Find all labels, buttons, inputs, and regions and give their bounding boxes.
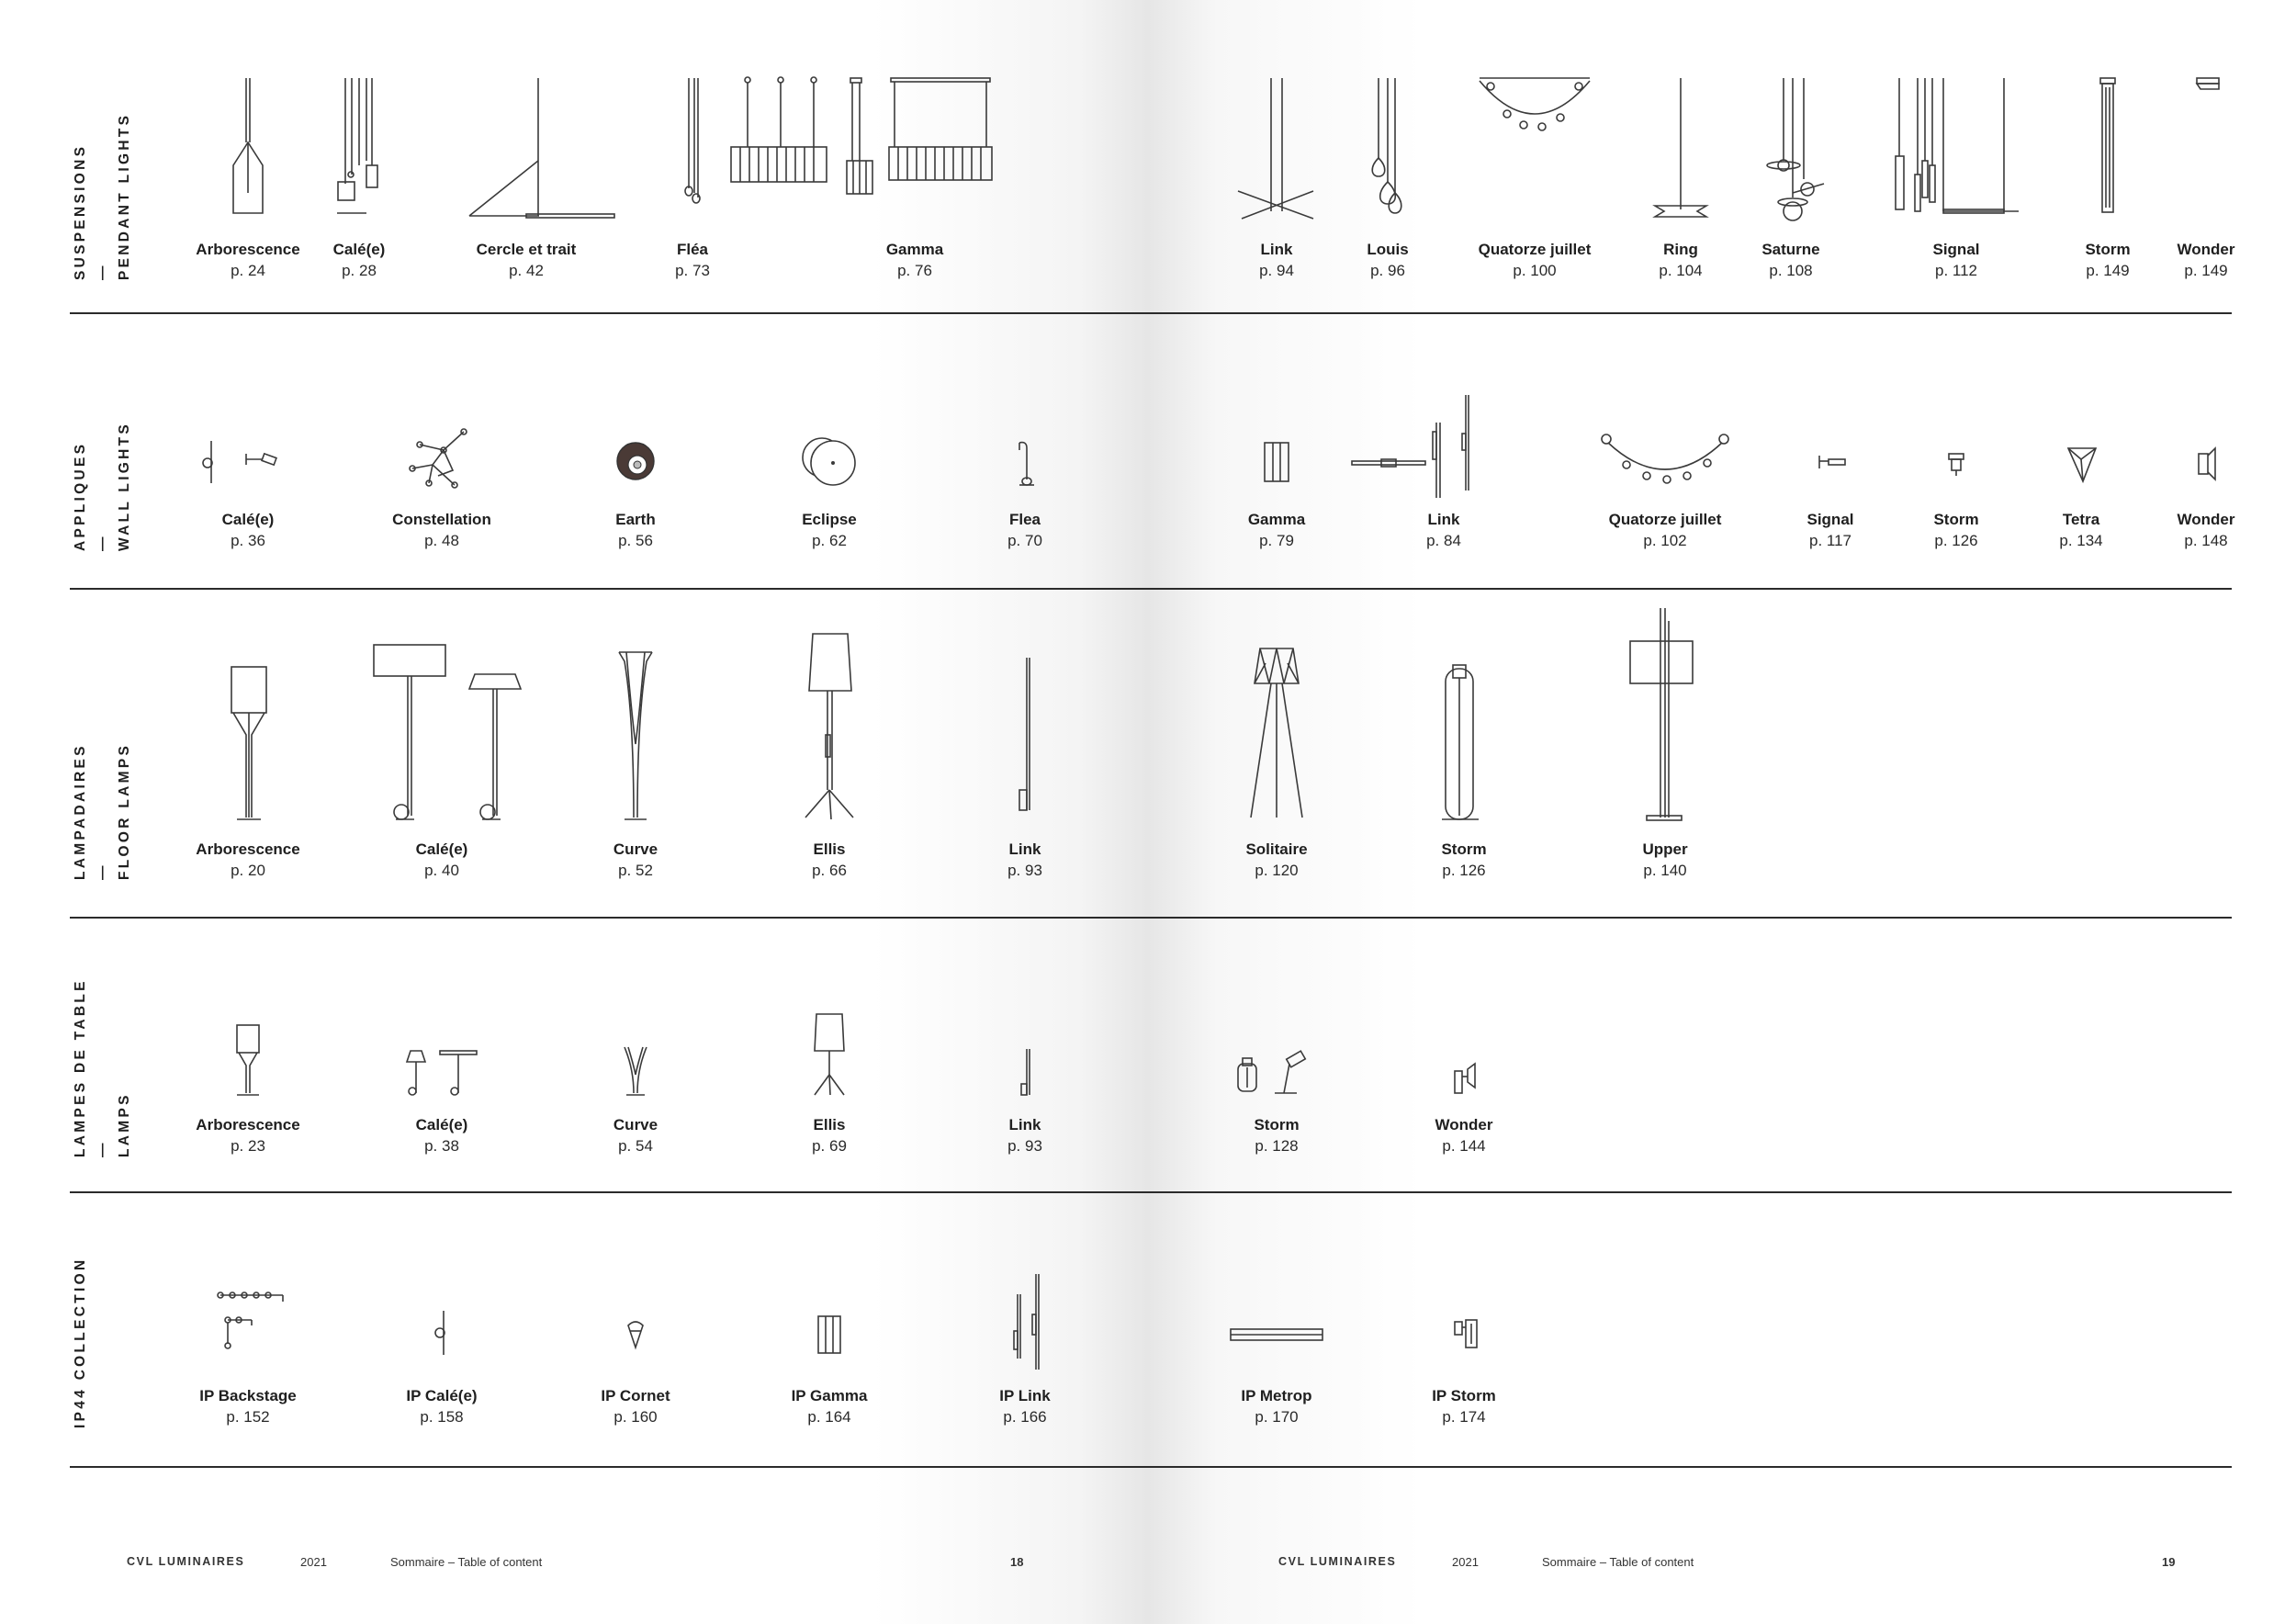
item-name: Wonder <box>1435 1116 1493 1133</box>
item-name: Storm <box>1254 1116 1300 1133</box>
catalog-item-wall-calee[interactable] <box>147 395 349 634</box>
item-page: p. 62 <box>812 532 847 549</box>
item-name: Calé(e) <box>221 511 275 528</box>
catalog-item-ip-calee[interactable] <box>341 1272 543 1511</box>
row-divider <box>70 1191 2232 1193</box>
item-name: Curve <box>613 1116 658 1133</box>
item-page: p. 28 <box>342 262 377 279</box>
item-name: Calé(e) <box>332 241 386 258</box>
item-page: p. 164 <box>807 1408 851 1426</box>
item-page: p. 149 <box>2184 262 2228 279</box>
ip-gamma-icon <box>728 1272 930 1382</box>
item-name: Saturne <box>1761 241 1820 258</box>
item-name: Gamma <box>1247 511 1306 528</box>
item-name: IP Backstage <box>199 1387 297 1404</box>
item-page: p. 23 <box>231 1137 265 1155</box>
item-page: p. 126 <box>1442 862 1486 879</box>
catalog-item-pendant-gamma[interactable] <box>814 73 1016 312</box>
catalog-item-wall-wonder[interactable] <box>2105 395 2296 634</box>
row-divider <box>70 588 2232 590</box>
floor-calee-icon <box>341 606 543 836</box>
item-page: p. 66 <box>812 862 847 879</box>
item-page: p. 42 <box>509 262 544 279</box>
pendant-wonder-icon <box>2105 73 2296 257</box>
catalog-item-floor-link[interactable] <box>924 606 1126 879</box>
footer-section: Sommaire – Table of content <box>1542 1555 1694 1569</box>
item-page: p. 117 <box>1808 532 1851 549</box>
item-name: Tetra <box>2062 511 2100 528</box>
pendant-gamma-icon <box>814 73 1016 257</box>
item-name: Wonder <box>2177 241 2235 258</box>
catalog-item-pendant-flea[interactable] <box>591 73 793 312</box>
item-name: Storm <box>1933 511 1979 528</box>
item-page: p. 38 <box>424 1137 459 1155</box>
catalog-item-table-arborescence[interactable] <box>147 1010 349 1249</box>
item-page: p. 126 <box>1934 532 1978 549</box>
item-name: IP Cornet <box>601 1387 670 1404</box>
footer-section: Sommaire – Table of content <box>390 1555 543 1569</box>
item-name: Calé(e) <box>415 840 468 858</box>
item-page: p. 140 <box>1643 862 1687 879</box>
ip-storm-icon <box>1363 1272 1565 1382</box>
footer-brand: CVL LUMINAIRES <box>1278 1555 1397 1568</box>
floor-ellis-icon <box>728 606 930 836</box>
item-name: Arborescence <box>196 840 300 858</box>
catalog-item-ip-cornet[interactable] <box>535 1272 737 1511</box>
pendant-flea-icon <box>591 73 793 257</box>
item-name: Signal <box>1932 241 1980 258</box>
floor-upper-icon <box>1564 606 1766 836</box>
catalog-item-ip-metrop[interactable] <box>1176 1272 1378 1511</box>
row-label-dash: — <box>95 863 110 880</box>
item-name: IP Link <box>999 1387 1051 1404</box>
row-divider <box>70 1466 2232 1468</box>
page-number: 18 <box>1010 1555 1024 1569</box>
item-name: Signal <box>1806 511 1854 528</box>
item-page: p. 108 <box>1769 262 1813 279</box>
item-name: Constellation <box>392 511 491 528</box>
catalog-item-ip-gamma[interactable] <box>728 1272 930 1511</box>
row-label-fr: SUSPENSIONS <box>73 143 88 280</box>
ip-calee-icon <box>341 1272 543 1382</box>
item-name: Cercle et trait <box>476 241 577 258</box>
row-label-en: FLOOR LAMPS <box>117 742 132 880</box>
row-label-floor <box>70 742 132 972</box>
row-label-dash: — <box>95 263 110 280</box>
item-page: p. 128 <box>1255 1137 1299 1155</box>
item-page: p. 76 <box>897 262 932 279</box>
item-name: Link <box>1008 840 1041 858</box>
catalog-item-floor-arborescence[interactable] <box>147 606 349 879</box>
item-page: p. 69 <box>812 1137 847 1155</box>
catalog-item-wall-link[interactable] <box>1343 395 1545 634</box>
table-curve-icon <box>535 1010 737 1121</box>
item-name: Arborescence <box>196 241 300 258</box>
catalog-item-table-storm[interactable] <box>1176 1010 1378 1249</box>
catalog-item-pendant-wonder[interactable] <box>2105 73 2296 312</box>
item-name: Storm <box>1441 840 1487 858</box>
catalog-item-floor-curve[interactable] <box>535 606 737 879</box>
item-name: Link <box>1260 241 1293 258</box>
catalog-item-wall-flea[interactable] <box>924 395 1126 634</box>
catalog-item-wall-eclipse[interactable] <box>728 395 930 634</box>
item-page: p. 100 <box>1513 262 1557 279</box>
item-page: p. 170 <box>1255 1408 1299 1426</box>
item-name: Solitaire <box>1245 840 1308 858</box>
row-label-pendant <box>70 112 132 372</box>
item-page: p. 120 <box>1255 862 1299 879</box>
catalog-item-floor-ellis[interactable] <box>728 606 930 879</box>
item-name: Storm <box>2085 241 2131 258</box>
row-label-table <box>70 978 132 1249</box>
floor-link-icon <box>924 606 1126 836</box>
row-divider <box>70 312 2232 314</box>
item-page: p. 174 <box>1442 1408 1486 1426</box>
item-page: p. 56 <box>618 532 653 549</box>
row-label-en: LAMPS <box>117 1092 132 1157</box>
floor-arborescence-icon <box>147 606 349 836</box>
item-name: Louis <box>1367 241 1409 258</box>
footer-year: 2021 <box>1452 1555 1479 1569</box>
row-label-ip44 <box>70 1257 107 1520</box>
footer-left <box>0 1555 1148 1577</box>
catalog-item-table-link[interactable] <box>924 1010 1126 1249</box>
row-label-fr: APPLIQUES <box>73 441 88 551</box>
item-page: p. 73 <box>675 262 710 279</box>
catalog-item-table-ellis[interactable] <box>728 1010 930 1249</box>
row-label-fr: LAMPES DE TABLE <box>73 978 88 1157</box>
table-wonder-icon <box>1363 1010 1565 1121</box>
floor-solitaire-icon <box>1176 606 1378 836</box>
item-name: Flea <box>1008 511 1041 528</box>
item-page: p. 152 <box>226 1408 270 1426</box>
catalog-item-ip-backstage[interactable] <box>147 1272 349 1511</box>
item-name: Eclipse <box>802 511 857 528</box>
item-name: Quatorze juillet <box>1478 241 1592 258</box>
item-page: p. 148 <box>2184 532 2228 549</box>
catalog-item-floor-upper[interactable] <box>1564 606 1766 879</box>
item-page: p. 158 <box>420 1408 464 1426</box>
footer-brand: CVL LUMINAIRES <box>127 1555 245 1568</box>
table-calee-icon <box>341 1010 543 1121</box>
catalog-item-wall-earth[interactable] <box>535 395 737 634</box>
item-page: p. 84 <box>1426 532 1461 549</box>
item-page: p. 40 <box>424 862 459 879</box>
row-label-en: WALL LIGHTS <box>117 421 132 551</box>
item-name: Ring <box>1663 241 1698 258</box>
item-name: Curve <box>613 840 658 858</box>
item-page: p. 160 <box>613 1408 658 1426</box>
table-link-icon <box>924 1010 1126 1121</box>
item-page: p. 144 <box>1442 1137 1486 1155</box>
item-name: Fléa <box>676 241 709 258</box>
floor-curve-icon <box>535 606 737 836</box>
item-page: p. 52 <box>618 862 653 879</box>
item-name: Link <box>1427 511 1460 528</box>
row-label-fr: IP44 COLLECTION <box>73 1257 88 1428</box>
catalog-item-floor-solitaire[interactable] <box>1176 606 1378 879</box>
item-name: Arborescence <box>196 1116 300 1133</box>
ip-metrop-icon <box>1176 1272 1378 1382</box>
item-page: p. 93 <box>1007 862 1042 879</box>
item-name: Ellis <box>813 1116 846 1133</box>
catalog-item-floor-storm[interactable] <box>1363 606 1565 879</box>
catalog-item-table-curve[interactable] <box>535 1010 737 1249</box>
catalog-item-table-wonder[interactable] <box>1363 1010 1565 1249</box>
item-name: IP Calé(e) <box>406 1387 478 1404</box>
catalog-item-ip-storm[interactable] <box>1363 1272 1565 1511</box>
footer-year: 2021 <box>300 1555 327 1569</box>
item-name: IP Metrop <box>1241 1387 1312 1404</box>
item-page: p. 134 <box>2059 532 2103 549</box>
table-storm-icon <box>1176 1010 1378 1121</box>
row-label-fr: LAMPADAIRES <box>73 743 88 880</box>
row-label-dash: — <box>95 1140 110 1157</box>
footer-right <box>1148 1555 2296 1577</box>
item-name: IP Gamma <box>791 1387 868 1404</box>
item-page: p. 112 <box>1934 262 1977 279</box>
row-label-en: PENDANT LIGHTS <box>117 112 132 280</box>
item-name: Quatorze juillet <box>1608 511 1722 528</box>
item-page: p. 94 <box>1259 262 1294 279</box>
item-page: p. 149 <box>2086 262 2130 279</box>
page-number: 19 <box>2162 1555 2176 1569</box>
item-page: p. 36 <box>231 532 265 549</box>
table-ellis-icon <box>728 1010 930 1121</box>
ip-link-icon <box>924 1272 1126 1382</box>
item-name: Calé(e) <box>415 1116 468 1133</box>
item-page: p. 48 <box>424 532 459 549</box>
catalog-item-floor-calee[interactable] <box>341 606 543 879</box>
item-page: p. 79 <box>1259 532 1294 549</box>
item-name: IP Storm <box>1432 1387 1496 1404</box>
floor-storm-icon <box>1363 606 1565 836</box>
item-name: Ellis <box>813 840 846 858</box>
item-page: p. 102 <box>1643 532 1687 549</box>
item-page: p. 104 <box>1659 262 1703 279</box>
table-arborescence-icon <box>147 1010 349 1121</box>
catalog-item-ip-link[interactable] <box>924 1272 1126 1511</box>
item-name: Link <box>1008 1116 1041 1133</box>
item-name: Earth <box>615 511 656 528</box>
catalog-item-table-calee[interactable] <box>341 1010 543 1249</box>
row-label-dash: — <box>95 534 110 551</box>
row-divider <box>70 917 2232 919</box>
item-name: Gamma <box>885 241 944 258</box>
item-page: p. 24 <box>231 262 265 279</box>
item-page: p. 20 <box>231 862 265 879</box>
catalog-item-wall-constellation[interactable] <box>341 395 543 634</box>
ip-cornet-icon <box>535 1272 737 1382</box>
row-label-wall <box>70 421 132 643</box>
item-name: Wonder <box>2177 511 2235 528</box>
item-page: p. 93 <box>1007 1137 1042 1155</box>
item-name: Upper <box>1642 840 1688 858</box>
ip-backstage-icon <box>147 1272 349 1382</box>
item-page: p. 70 <box>1007 532 1042 549</box>
item-page: p. 96 <box>1370 262 1405 279</box>
item-page: p. 54 <box>618 1137 653 1155</box>
item-page: p. 166 <box>1003 1408 1047 1426</box>
